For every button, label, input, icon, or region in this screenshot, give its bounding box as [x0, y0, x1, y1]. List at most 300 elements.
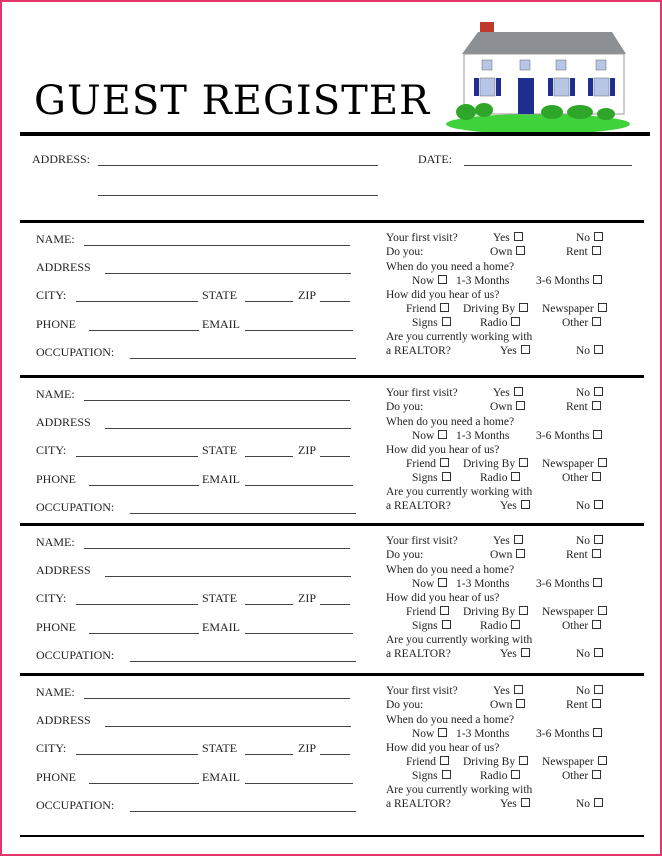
name-field[interactable]: [84, 400, 350, 401]
own-option-text: Own: [490, 401, 513, 413]
checkbox-icon[interactable]: [442, 317, 451, 326]
signs-option-text: Signs: [412, 770, 438, 782]
friend-option-text: Friend: [406, 756, 437, 768]
occupation-label: OCCUPATION:: [36, 798, 115, 812]
checkbox-icon[interactable]: [521, 345, 530, 354]
do-you-question: [386, 246, 423, 258]
city-label: CITY:: [36, 288, 67, 302]
realtor-yes[interactable]: [500, 798, 530, 810]
phone-label: PHONE: [36, 472, 77, 486]
newspaper-option-text: Newspaper: [542, 458, 594, 470]
checkbox-icon[interactable]: [521, 500, 530, 509]
checkbox-icon[interactable]: [592, 472, 601, 481]
signs-option[interactable]: [412, 620, 451, 632]
working-with-question-text: Are you currently working with: [386, 784, 533, 796]
occupation-field[interactable]: [130, 811, 356, 812]
first-visit-question-text: Your first visit?: [386, 232, 458, 244]
checkbox-icon[interactable]: [594, 798, 603, 807]
checkbox-icon[interactable]: [440, 458, 449, 467]
zip-label: ZIP: [298, 591, 316, 605]
first-visit-no[interactable]: [576, 232, 603, 244]
checkbox-icon[interactable]: [598, 756, 607, 765]
when-need-question-text: When do you need a home?: [386, 261, 515, 273]
now-option[interactable]: [412, 430, 447, 442]
how-hear-question-text: How did you hear of us?: [386, 444, 500, 456]
months-3-6-option-text: 3-6 Months: [536, 275, 590, 287]
working-with-question: [386, 331, 532, 343]
address-field[interactable]: [105, 726, 351, 727]
first-visit-question-text: Your first visit?: [386, 535, 458, 547]
checkbox-icon[interactable]: [592, 549, 601, 558]
checkbox-icon[interactable]: [442, 472, 451, 481]
first-visit-yes-text: Yes: [493, 232, 510, 244]
do-you-question: [386, 401, 423, 413]
how-hear-question-text: How did you hear of us?: [386, 742, 500, 754]
rent-option-text: Rent: [566, 699, 588, 711]
checkbox-icon[interactable]: [516, 699, 525, 708]
header-address-line-2[interactable]: [98, 195, 378, 196]
months-3-6-option[interactable]: [536, 275, 602, 287]
now-option-text: Now: [412, 275, 435, 287]
checkbox-icon[interactable]: [440, 756, 449, 765]
working-with-question-text: Are you currently working with: [386, 486, 533, 498]
now-option[interactable]: [412, 578, 447, 590]
realtor-yes-text: Yes: [500, 798, 517, 810]
checkbox-icon[interactable]: [594, 232, 603, 241]
checkbox-icon[interactable]: [516, 549, 525, 558]
how-hear-question-text: How did you hear of us?: [386, 289, 500, 301]
radio-option-text: Radio: [480, 620, 508, 632]
when-need-question-text: When do you need a home?: [386, 416, 515, 428]
working-with-question-text: Are you currently working with: [386, 331, 533, 343]
newspaper-option[interactable]: [542, 756, 607, 768]
first-visit-question: [386, 387, 458, 399]
newspaper-option-text: Newspaper: [542, 606, 594, 618]
checkbox-icon[interactable]: [516, 246, 525, 255]
newspaper-option-text: Newspaper: [542, 756, 594, 768]
realtor-no-text: No: [576, 500, 591, 512]
checkbox-icon[interactable]: [519, 458, 528, 467]
first-visit-yes-text: Yes: [493, 387, 510, 399]
email-label: EMAIL: [202, 620, 240, 634]
state-field[interactable]: [245, 754, 293, 755]
page-title: GUEST REGISTER: [34, 78, 431, 124]
checkbox-icon[interactable]: [592, 770, 601, 779]
checkbox-icon[interactable]: [440, 606, 449, 615]
address-field[interactable]: [105, 428, 351, 429]
checkbox-icon[interactable]: [592, 246, 601, 255]
state-label: STATE: [202, 288, 238, 302]
checkbox-icon[interactable]: [594, 345, 603, 354]
occupation-field[interactable]: [130, 661, 356, 662]
checkbox-icon[interactable]: [514, 535, 523, 544]
when-need-question-text: When do you need a home?: [386, 564, 515, 576]
realtor-no-text: No: [576, 798, 591, 810]
working-with-question: [386, 634, 532, 646]
driving-by-option-text: Driving By: [463, 606, 516, 618]
name-label: NAME:: [36, 232, 75, 246]
realtor-question-text: a REALTOR?: [386, 648, 451, 660]
radio-option[interactable]: [480, 472, 520, 484]
checkbox-icon[interactable]: [438, 430, 447, 439]
first-visit-question-text: Your first visit?: [386, 387, 458, 399]
phone-field[interactable]: [89, 485, 199, 486]
friend-option-text: Friend: [406, 606, 437, 618]
address-label: ADDRESS: [36, 415, 91, 429]
radio-option[interactable]: [480, 620, 520, 632]
occupation-field[interactable]: [130, 358, 356, 359]
how-hear-question: [386, 444, 499, 456]
own-option[interactable]: [490, 699, 525, 711]
phone-field[interactable]: [89, 783, 199, 784]
checkbox-icon[interactable]: [514, 232, 523, 241]
section-rule: [20, 375, 644, 378]
checkbox-icon[interactable]: [442, 770, 451, 779]
own-option[interactable]: [490, 401, 525, 413]
email-field[interactable]: [245, 485, 353, 486]
email-field[interactable]: [245, 330, 353, 331]
state-field[interactable]: [245, 301, 293, 302]
first-visit-yes[interactable]: [493, 535, 523, 547]
email-label: EMAIL: [202, 317, 240, 331]
email-label: EMAIL: [202, 472, 240, 486]
signs-option[interactable]: [412, 317, 451, 329]
zip-label: ZIP: [298, 288, 316, 302]
months-1-3-option-text: 1-3 Months: [456, 275, 510, 287]
checkbox-icon[interactable]: [592, 620, 601, 629]
rent-option[interactable]: [566, 699, 601, 711]
section-rule: [20, 523, 644, 526]
newspaper-option[interactable]: [542, 303, 607, 315]
city-label: CITY:: [36, 591, 67, 605]
state-field[interactable]: [245, 456, 293, 457]
checkbox-icon[interactable]: [519, 303, 528, 312]
realtor-yes-text: Yes: [500, 500, 517, 512]
when-need-question-text: When do you need a home?: [386, 714, 515, 726]
months-1-3-option-text: 1-3 Months: [456, 728, 510, 740]
months-1-3-option: [456, 728, 509, 740]
do-you-question-text: Do you:: [386, 246, 424, 258]
how-hear-question: [386, 742, 499, 754]
checkbox-icon[interactable]: [511, 472, 520, 481]
radio-option-text: Radio: [480, 317, 508, 329]
first-visit-question: [386, 232, 458, 244]
email-label: EMAIL: [202, 770, 240, 784]
how-hear-question: [386, 592, 499, 604]
name-field[interactable]: [84, 698, 350, 699]
realtor-yes-text: Yes: [500, 648, 517, 660]
section-rule: [20, 673, 644, 676]
occupation-label: OCCUPATION:: [36, 648, 115, 662]
checkbox-icon[interactable]: [521, 648, 530, 657]
occupation-label: OCCUPATION:: [36, 500, 115, 514]
first-visit-no-text: No: [576, 685, 591, 697]
months-1-3-option: [456, 578, 509, 590]
working-with-question-text: Are you currently working with: [386, 634, 533, 646]
city-label: CITY:: [36, 741, 67, 755]
do-you-question-text: Do you:: [386, 401, 424, 413]
occupation-label: OCCUPATION:: [36, 345, 115, 359]
months-3-6-option[interactable]: [536, 578, 602, 590]
signs-option-text: Signs: [412, 620, 438, 632]
first-visit-no-text: No: [576, 232, 591, 244]
name-label: NAME:: [36, 685, 75, 699]
rent-option[interactable]: [566, 401, 601, 413]
checkbox-icon[interactable]: [519, 756, 528, 765]
title-rule: [20, 132, 650, 136]
friend-option[interactable]: [406, 458, 449, 470]
phone-label: PHONE: [36, 317, 77, 331]
state-label: STATE: [202, 443, 238, 457]
zip-field[interactable]: [320, 301, 350, 302]
name-field[interactable]: [84, 245, 350, 246]
months-3-6-option-text: 3-6 Months: [536, 578, 590, 590]
rent-option[interactable]: [566, 549, 601, 561]
own-option-text: Own: [490, 246, 513, 258]
rent-option[interactable]: [566, 246, 601, 258]
city-field[interactable]: [76, 301, 198, 302]
realtor-question: [386, 798, 451, 810]
signs-option-text: Signs: [412, 317, 438, 329]
first-visit-question: [386, 535, 458, 547]
do-you-question: [386, 699, 423, 711]
first-visit-no-text: No: [576, 535, 591, 547]
checkbox-icon[interactable]: [440, 303, 449, 312]
driving-by-option-text: Driving By: [463, 756, 516, 768]
house-illustration: [444, 20, 630, 132]
first-visit-no[interactable]: [576, 685, 603, 697]
months-1-3-option: [456, 275, 509, 287]
realtor-no-text: No: [576, 345, 591, 357]
zip-label: ZIP: [298, 443, 316, 457]
first-visit-question: [386, 685, 458, 697]
header-date-line[interactable]: [464, 165, 632, 166]
first-visit-question-text: Your first visit?: [386, 685, 458, 697]
realtor-no[interactable]: [576, 798, 603, 810]
months-3-6-option[interactable]: [536, 430, 602, 442]
newspaper-option[interactable]: [542, 458, 607, 470]
newspaper-option[interactable]: [542, 606, 607, 618]
header-date-label: DATE:: [418, 152, 452, 166]
driving-by-option[interactable]: [463, 303, 528, 315]
first-visit-no-text: No: [576, 387, 591, 399]
other-option[interactable]: [562, 472, 601, 484]
realtor-yes[interactable]: [500, 345, 530, 357]
checkbox-icon[interactable]: [519, 606, 528, 615]
when-need-question: [386, 261, 514, 273]
checkbox-icon[interactable]: [593, 430, 602, 439]
driving-by-option[interactable]: [463, 606, 528, 618]
realtor-question-text: a REALTOR?: [386, 798, 451, 810]
other-option-text: Other: [562, 620, 589, 632]
checkbox-icon[interactable]: [514, 685, 523, 694]
months-3-6-option[interactable]: [536, 728, 602, 740]
first-visit-no[interactable]: [576, 387, 603, 399]
own-option[interactable]: [490, 549, 525, 561]
state-label: STATE: [202, 741, 238, 755]
section-rule: [20, 220, 644, 223]
own-option[interactable]: [490, 246, 525, 258]
name-label: NAME:: [36, 535, 75, 549]
other-option[interactable]: [562, 620, 601, 632]
address-field[interactable]: [105, 273, 351, 274]
now-option-text: Now: [412, 430, 435, 442]
other-option-text: Other: [562, 317, 589, 329]
now-option-text: Now: [412, 728, 435, 740]
header-address-label: ADDRESS:: [32, 152, 91, 166]
checkbox-icon[interactable]: [516, 401, 525, 410]
signs-option[interactable]: [412, 770, 451, 782]
checkbox-icon[interactable]: [594, 500, 603, 509]
radio-option[interactable]: [480, 770, 520, 782]
friend-option[interactable]: [406, 756, 449, 768]
checkbox-icon[interactable]: [594, 387, 603, 396]
realtor-no-text: No: [576, 648, 591, 660]
phone-field[interactable]: [89, 330, 199, 331]
realtor-no[interactable]: [576, 648, 603, 660]
zip-field[interactable]: [320, 604, 350, 605]
newspaper-option-text: Newspaper: [542, 303, 594, 315]
other-option[interactable]: [562, 317, 601, 329]
driving-by-option-text: Driving By: [463, 458, 516, 470]
rent-option-text: Rent: [566, 246, 588, 258]
now-option-text: Now: [412, 578, 435, 590]
address-label: ADDRESS: [36, 713, 91, 727]
first-visit-yes-text: Yes: [493, 535, 510, 547]
months-1-3-option-text: 1-3 Months: [456, 430, 510, 442]
signs-option[interactable]: [412, 472, 451, 484]
city-label: CITY:: [36, 443, 67, 457]
realtor-question-text: a REALTOR?: [386, 345, 451, 357]
months-1-3-option-text: 1-3 Months: [456, 578, 510, 590]
other-option-text: Other: [562, 472, 589, 484]
checkbox-icon[interactable]: [438, 578, 447, 587]
rent-option-text: Rent: [566, 549, 588, 561]
checkbox-icon[interactable]: [598, 303, 607, 312]
checkbox-icon[interactable]: [511, 620, 520, 629]
friend-option[interactable]: [406, 303, 449, 315]
zip-field[interactable]: [320, 456, 350, 457]
friend-option-text: Friend: [406, 303, 437, 315]
checkbox-icon[interactable]: [592, 317, 601, 326]
friend-option[interactable]: [406, 606, 449, 618]
address-field[interactable]: [105, 576, 351, 577]
radio-option[interactable]: [480, 317, 520, 329]
do-you-question-text: Do you:: [386, 549, 424, 561]
address-label: ADDRESS: [36, 260, 91, 274]
checkbox-icon[interactable]: [511, 770, 520, 779]
checkbox-icon[interactable]: [593, 275, 602, 284]
city-field[interactable]: [76, 754, 198, 755]
checkbox-icon[interactable]: [592, 699, 601, 708]
checkbox-icon[interactable]: [514, 387, 523, 396]
how-hear-question-text: How did you hear of us?: [386, 592, 500, 604]
realtor-question-text: a REALTOR?: [386, 500, 451, 512]
phone-label: PHONE: [36, 770, 77, 784]
bottom-rule: [20, 835, 644, 837]
zip-field[interactable]: [320, 754, 350, 755]
do-you-question-text: Do you:: [386, 699, 424, 711]
header-address-line-1[interactable]: [98, 165, 378, 166]
realtor-yes-text: Yes: [500, 345, 517, 357]
checkbox-icon[interactable]: [511, 317, 520, 326]
other-option-text: Other: [562, 770, 589, 782]
phone-field[interactable]: [89, 633, 199, 634]
checkbox-icon[interactable]: [594, 648, 603, 657]
when-need-question: [386, 416, 514, 428]
realtor-question: [386, 500, 451, 512]
checkbox-icon[interactable]: [592, 401, 601, 410]
months-3-6-option-text: 3-6 Months: [536, 430, 590, 442]
driving-by-option-text: Driving By: [463, 303, 516, 315]
first-visit-yes[interactable]: [493, 387, 523, 399]
email-field[interactable]: [245, 633, 353, 634]
address-label: ADDRESS: [36, 563, 91, 577]
radio-option-text: Radio: [480, 770, 508, 782]
realtor-question: [386, 345, 451, 357]
first-visit-yes-text: Yes: [493, 685, 510, 697]
name-field[interactable]: [84, 548, 350, 549]
checkbox-icon[interactable]: [438, 275, 447, 284]
city-field[interactable]: [76, 456, 198, 457]
other-option[interactable]: [562, 770, 601, 782]
realtor-yes[interactable]: [500, 648, 530, 660]
state-field[interactable]: [245, 604, 293, 605]
realtor-question: [386, 648, 451, 660]
checkbox-icon[interactable]: [442, 620, 451, 629]
signs-option-text: Signs: [412, 472, 438, 484]
realtor-no[interactable]: [576, 345, 603, 357]
checkbox-icon[interactable]: [594, 535, 603, 544]
friend-option-text: Friend: [406, 458, 437, 470]
driving-by-option[interactable]: [463, 756, 528, 768]
own-option-text: Own: [490, 699, 513, 711]
first-visit-yes[interactable]: [493, 685, 523, 697]
now-option[interactable]: [412, 728, 447, 740]
now-option[interactable]: [412, 275, 447, 287]
occupation-field[interactable]: [130, 513, 356, 514]
months-1-3-option: [456, 430, 509, 442]
checkbox-icon[interactable]: [438, 728, 447, 737]
months-3-6-option-text: 3-6 Months: [536, 728, 590, 740]
zip-label: ZIP: [298, 741, 316, 755]
first-visit-yes[interactable]: [493, 232, 523, 244]
first-visit-no[interactable]: [576, 535, 603, 547]
city-field[interactable]: [76, 604, 198, 605]
name-label: NAME:: [36, 387, 75, 401]
when-need-question: [386, 564, 514, 576]
how-hear-question: [386, 289, 499, 301]
phone-label: PHONE: [36, 620, 77, 634]
own-option-text: Own: [490, 549, 513, 561]
when-need-question: [386, 714, 514, 726]
realtor-yes[interactable]: [500, 500, 530, 512]
realtor-no[interactable]: [576, 500, 603, 512]
email-field[interactable]: [245, 783, 353, 784]
checkbox-icon[interactable]: [598, 458, 607, 467]
state-label: STATE: [202, 591, 238, 605]
driving-by-option[interactable]: [463, 458, 528, 470]
radio-option-text: Radio: [480, 472, 508, 484]
working-with-question: [386, 486, 532, 498]
checkbox-icon[interactable]: [594, 685, 603, 694]
working-with-question: [386, 784, 532, 796]
checkbox-icon[interactable]: [521, 798, 530, 807]
checkbox-icon[interactable]: [593, 578, 602, 587]
checkbox-icon[interactable]: [593, 728, 602, 737]
rent-option-text: Rent: [566, 401, 588, 413]
checkbox-icon[interactable]: [598, 606, 607, 615]
